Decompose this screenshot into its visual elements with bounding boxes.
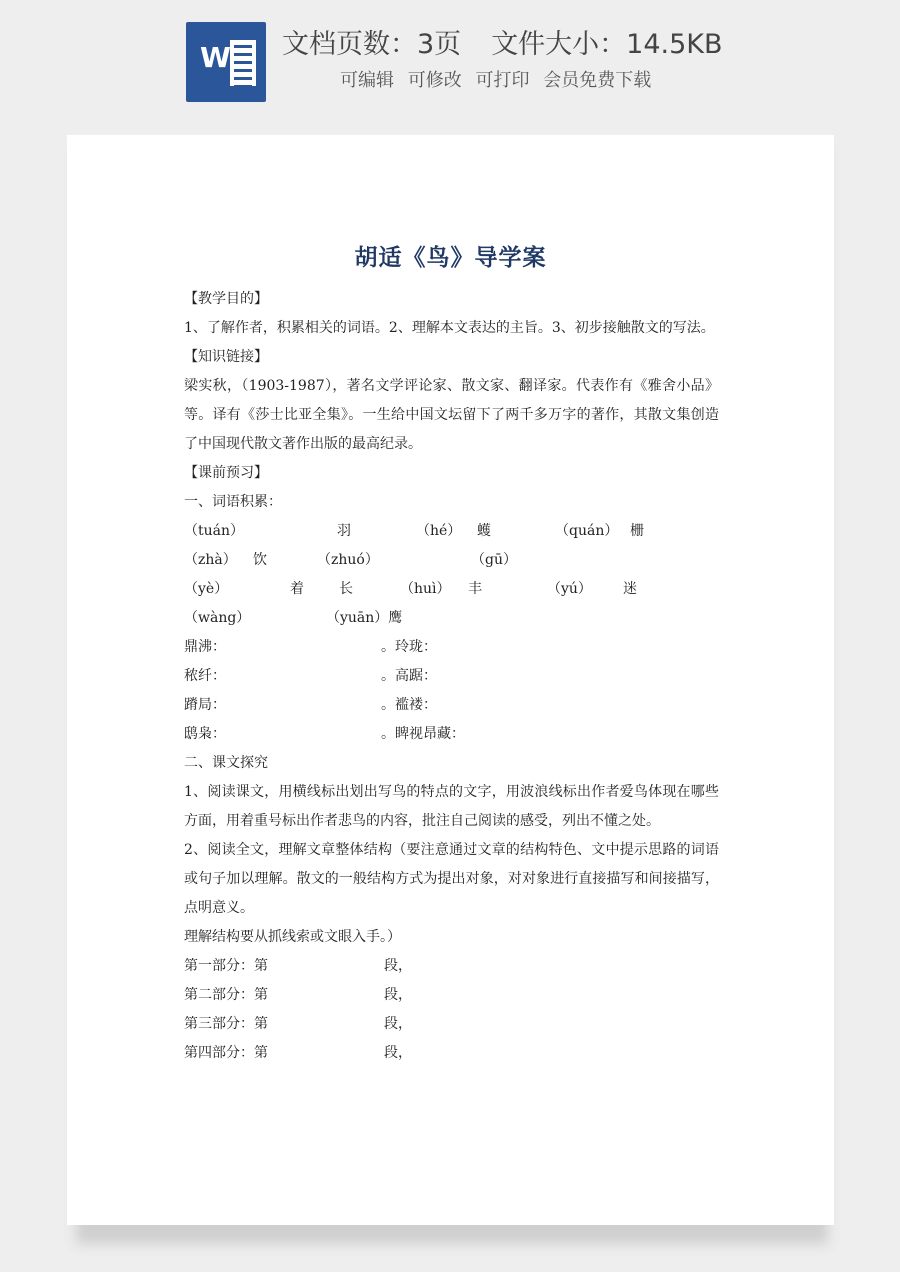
word-term: 蹐局： [184,697,226,713]
part-label: 第一部分：第 [184,958,268,974]
word-term: 鸱枭： [184,726,226,742]
document-title: 胡适《鸟》导学案 [354,244,547,271]
tag-printable: 可打印 [475,70,530,91]
document-body [184,285,719,1068]
section-heading: 【教学目的】 [184,291,268,307]
file-size: 文件大小：14.5KB [491,29,723,60]
subsection-heading: 二、课文探究 [184,755,268,771]
structure-row [184,1010,719,1039]
download-banner [0,0,900,120]
tag-member-download: 会员免费下载 [543,70,652,91]
tag-modifiable: 可修改 [407,70,462,91]
part-label: 第四部分：第 [184,1045,268,1061]
pinyin-blank: （huì） [400,581,451,597]
pinyin-blank: （wàng） [184,610,251,626]
pinyin-char: 羽 [337,523,351,539]
document-page [67,135,834,1225]
pinyin-row [184,546,719,575]
word-term: 。高踞： [381,668,437,684]
structure-row [184,981,719,1010]
word-pair-row [184,633,719,662]
structure-row [184,1039,719,1068]
pinyin-char: 丰 [468,581,482,597]
pinyin-row [184,575,719,604]
pinyin-blank: （zhuó） [317,552,379,568]
pinyin-blank: （quán） [555,523,619,539]
word-pair-row [184,720,719,749]
file-info [282,22,723,61]
paragraph: 理解结构要从抓线索或文眼入手。） [184,929,401,945]
file-tags [340,66,659,92]
word-term: 。睥视昂藏： [381,726,465,742]
pinyin-blank: （gū） [471,552,517,568]
pinyin-char: 蠖 [477,523,491,539]
paragraph: 1、阅读课文，用横线标出划出写鸟的特点的文字，用波浪线标出作者爱鸟体现在哪些方面，用着重号标出作者悲鸟的内容，批注自己阅读的感受，列出不懂之处。 [184,784,719,829]
part-label: 第三部分：第 [184,1016,268,1032]
word-document-icon [186,22,266,102]
pinyin-char: 着 [290,581,304,597]
pinyin-blank: （yuān）鹰 [326,610,403,626]
pinyin-blank: （tuán） [184,523,245,539]
tag-editable: 可编辑 [340,70,394,91]
section-heading: 【课前预习】 [184,465,268,481]
word-term: 。褴褛： [381,697,437,713]
part-suffix: 段， [384,1045,412,1061]
word-pair-row [184,691,719,720]
word-term: 秾纤： [184,668,226,684]
word-term: 。玲珑： [381,639,437,655]
paragraph: 1、了解作者，积累相关的词语。2、理解本文表达的主旨。3、初步接触散文的写法。 [184,320,715,336]
subsection-heading: 一、词语积累： [184,494,282,510]
pinyin-char: 迷 [623,581,637,597]
page-count: 文档页数：3页 [282,29,462,60]
word-term: 鼎沸： [184,639,226,655]
part-suffix: 段， [384,1016,412,1032]
pinyin-blank: （hé） [416,523,462,539]
pinyin-char: 饮 [253,552,267,568]
part-suffix: 段， [384,987,412,1003]
pinyin-row [184,604,719,633]
pinyin-char: 栅 [630,523,644,539]
part-label: 第二部分：第 [184,987,268,1003]
pinyin-blank: （zhà） [184,552,237,568]
section-heading: 【知识链接】 [184,349,268,365]
paragraph: 2、阅读全文，理解文章整体结构（要注意通过文章的结构特色、文中提示思路的词语或句子加以理解。散文的一般结构方式为提出对象，对对象进行直接描写和间接描写，点明意义。 [184,842,719,916]
paragraph: 梁实秋，（1903-1987），著名文学评论家、散文家、翻译家。代表作有《雅舍小品》等。译有《莎士比亚全集》。一生给中国文坛留下了两千多万字的著作，其散文集创造了中国现代散文著作出版的最高纪录。 [184,378,719,452]
pinyin-char: 长 [339,581,353,597]
pinyin-blank: （yè） [184,581,229,597]
word-icon-letter: W [200,41,231,74]
part-suffix: 段， [384,958,412,974]
pinyin-blank: （yú） [547,581,592,597]
pinyin-row [184,517,719,546]
structure-row [184,952,719,981]
word-pair-row [184,662,719,691]
